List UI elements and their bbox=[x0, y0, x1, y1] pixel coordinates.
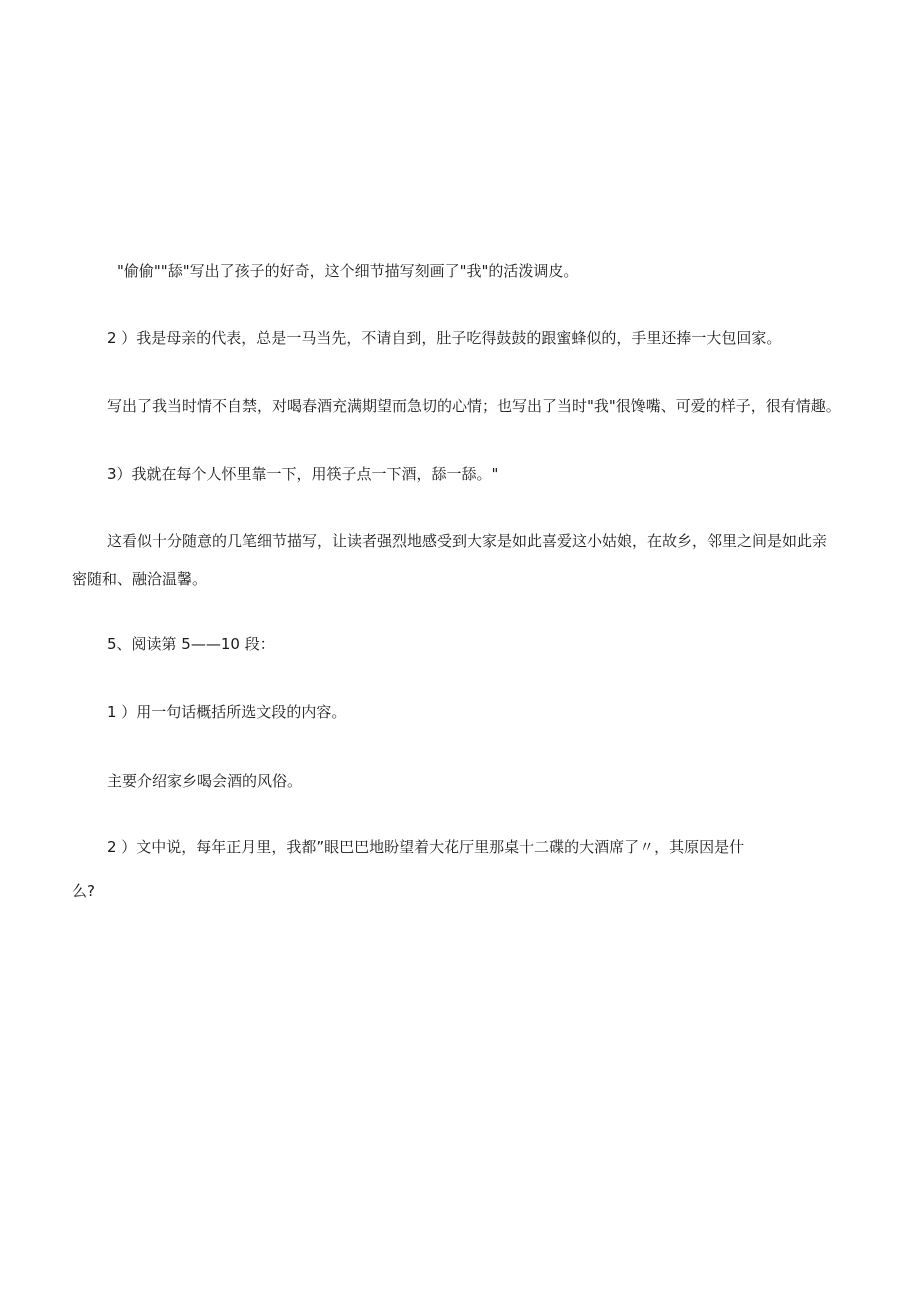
text-line-4: 3）我就在每个人怀里靠一下，用筷子点一下酒，舔一舔。" bbox=[107, 465, 499, 483]
question-1: 1 ）用一句话概括所选文段的内容。 bbox=[107, 703, 347, 721]
answer-1: 主要介绍家乡喝会酒的风俗。 bbox=[107, 772, 303, 790]
section-heading: 5、阅读第 5——10 段： bbox=[107, 635, 275, 653]
text-line-6: 密随和、融洽温馨。 bbox=[72, 570, 208, 588]
text-line-5: 这看似十分随意的几笔细节描写，让读者强烈地感受到大家是如此喜爱这小姑娘，在故乡，邻里之间是如此亲 bbox=[107, 532, 828, 550]
text-line-3: 写出了我当时情不自禁，对喝春酒充满期望而急切的心情；也写出了当时"我"很馋嘴、可爱的样子，很有情趣。 bbox=[107, 397, 841, 415]
text-line-2: 2 ）我是母亲的代表，总是一马当先，不请自到，肚子吃得鼓鼓的跟蜜蜂似的，手里还捧一大包回家。 bbox=[107, 329, 782, 347]
question-2: 2 ）文中说，每年正月里，我都”眼巴巴地盼望着大花厅里那桌十二碟的大酒席了〃，其原因是什 bbox=[107, 838, 745, 856]
text-line-1: "偷偷""舔"写出了孩子的好奇，这个细节描写刻画了"我"的活泼调皮。 bbox=[117, 262, 579, 280]
question-2-continued: 么? bbox=[72, 882, 95, 900]
